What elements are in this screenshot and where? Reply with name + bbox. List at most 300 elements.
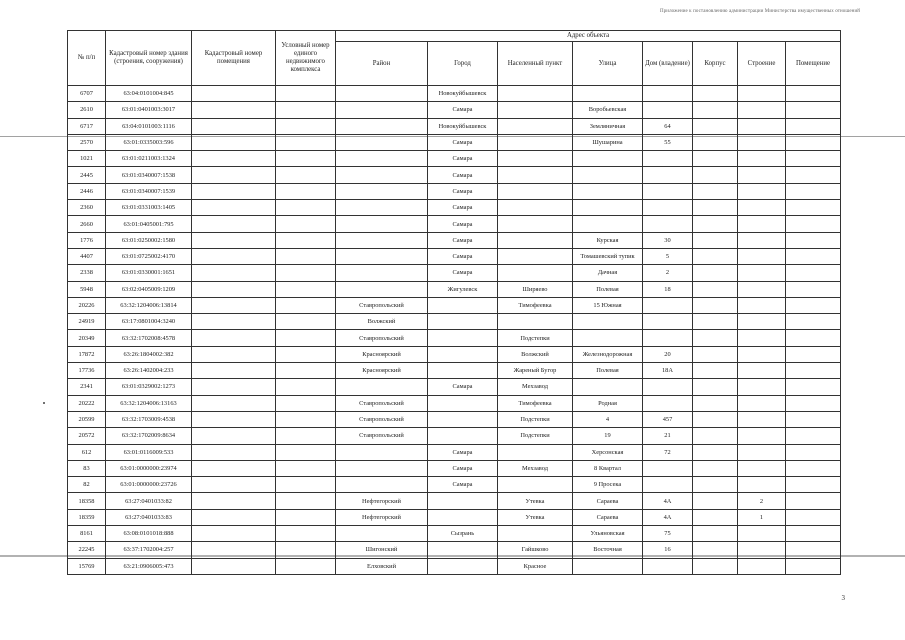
cell-room xyxy=(786,102,841,118)
cell-house xyxy=(643,297,693,313)
cell-korpus xyxy=(693,558,738,574)
cell-district xyxy=(336,200,428,216)
cell-settlement: Утевка xyxy=(498,493,573,509)
cell-district xyxy=(336,86,428,102)
cell-num: 15769 xyxy=(68,558,106,574)
header-street: Улица xyxy=(573,42,643,86)
cell-city: Жигулевск xyxy=(428,281,498,297)
cell-num: 18359 xyxy=(68,509,106,525)
cell-building xyxy=(738,395,786,411)
cell-building xyxy=(738,118,786,134)
cell-building xyxy=(738,460,786,476)
cell-settlement: Жареный Бугор xyxy=(498,363,573,379)
cell-cadastral: 63:01:0340007:1539 xyxy=(106,183,192,199)
table-row xyxy=(68,477,841,493)
cell-street xyxy=(573,330,643,346)
cell-room xyxy=(786,428,841,444)
cell-korpus xyxy=(693,86,738,102)
cell-building xyxy=(738,379,786,395)
cell-building xyxy=(738,151,786,167)
cell-conditional xyxy=(276,542,336,558)
table-row xyxy=(68,248,841,264)
cell-room xyxy=(786,183,841,199)
cell-room-cadastral xyxy=(192,411,276,427)
cell-num: 20572 xyxy=(68,428,106,444)
cell-room xyxy=(786,151,841,167)
cell-house: 55 xyxy=(643,134,693,150)
cell-street: Сараева xyxy=(573,509,643,525)
cell-num: 2446 xyxy=(68,183,106,199)
cell-cadastral: 63:08:0101018:888 xyxy=(106,526,192,542)
cell-city xyxy=(428,493,498,509)
cell-conditional xyxy=(276,118,336,134)
cell-settlement xyxy=(498,118,573,134)
cell-korpus xyxy=(693,526,738,542)
cell-room-cadastral xyxy=(192,314,276,330)
cell-building xyxy=(738,281,786,297)
cell-cadastral: 63:32:1204006:13814 xyxy=(106,297,192,313)
header-cadastral: Кадастровый номер здания (строения, сооружения) xyxy=(106,31,192,86)
header-city: Город xyxy=(428,42,498,86)
cell-room xyxy=(786,265,841,281)
cell-settlement: Волжский xyxy=(498,346,573,362)
table-row xyxy=(68,542,841,558)
table-row xyxy=(68,363,841,379)
cell-korpus xyxy=(693,183,738,199)
cell-street xyxy=(573,216,643,232)
cell-city xyxy=(428,297,498,313)
cell-room-cadastral xyxy=(192,265,276,281)
cell-district: Красноярский xyxy=(336,363,428,379)
cell-cadastral: 63:32:1204006:13163 xyxy=(106,395,192,411)
cell-room-cadastral xyxy=(192,232,276,248)
cell-house: 20 xyxy=(643,346,693,362)
cell-room xyxy=(786,460,841,476)
cell-house xyxy=(643,151,693,167)
cell-city xyxy=(428,346,498,362)
cell-room xyxy=(786,526,841,542)
cell-settlement: Подстепки xyxy=(498,428,573,444)
header-district: Район xyxy=(336,42,428,86)
cell-num: 6717 xyxy=(68,118,106,134)
cell-city: Сызрань xyxy=(428,526,498,542)
cell-district: Волжский xyxy=(336,314,428,330)
cell-district: Нефтегорский xyxy=(336,509,428,525)
table-row xyxy=(68,265,841,281)
cell-cadastral: 63:37:1702004:257 xyxy=(106,542,192,558)
cell-settlement: Утевка xyxy=(498,509,573,525)
table-row xyxy=(68,558,841,574)
table-row xyxy=(68,200,841,216)
cell-korpus xyxy=(693,314,738,330)
cell-settlement xyxy=(498,86,573,102)
cell-room xyxy=(786,314,841,330)
cell-street: 9 Просека xyxy=(573,477,643,493)
cell-cadastral: 63:26:1804002:382 xyxy=(106,346,192,362)
table-row xyxy=(68,428,841,444)
cell-korpus xyxy=(693,118,738,134)
cell-conditional xyxy=(276,411,336,427)
cell-house xyxy=(643,477,693,493)
cell-settlement xyxy=(498,134,573,150)
table-row xyxy=(68,281,841,297)
cell-settlement: Красное xyxy=(498,558,573,574)
cell-building xyxy=(738,86,786,102)
cell-settlement xyxy=(498,167,573,183)
cell-room xyxy=(786,363,841,379)
table-row xyxy=(68,330,841,346)
cell-room-cadastral xyxy=(192,183,276,199)
cell-conditional xyxy=(276,281,336,297)
cell-conditional xyxy=(276,265,336,281)
cell-room-cadastral xyxy=(192,200,276,216)
cell-building xyxy=(738,134,786,150)
cell-num: 24919 xyxy=(68,314,106,330)
cell-city: Самара xyxy=(428,460,498,476)
cell-num: 1021 xyxy=(68,151,106,167)
cell-settlement xyxy=(498,248,573,264)
cell-cadastral: 63:21:0906005:473 xyxy=(106,558,192,574)
cell-room-cadastral xyxy=(192,379,276,395)
cell-house: 30 xyxy=(643,232,693,248)
cell-house xyxy=(643,379,693,395)
cell-house xyxy=(643,200,693,216)
cell-room xyxy=(786,86,841,102)
cell-korpus xyxy=(693,297,738,313)
cell-room xyxy=(786,118,841,134)
cell-room xyxy=(786,134,841,150)
cell-room xyxy=(786,477,841,493)
cell-settlement: Подстепки xyxy=(498,330,573,346)
cell-room xyxy=(786,444,841,460)
cell-street: 8 Квартал xyxy=(573,460,643,476)
cell-korpus xyxy=(693,460,738,476)
cell-num: 2341 xyxy=(68,379,106,395)
cell-city xyxy=(428,428,498,444)
cell-settlement: Ширяево xyxy=(498,281,573,297)
cell-conditional xyxy=(276,248,336,264)
cell-room-cadastral xyxy=(192,216,276,232)
cell-district xyxy=(336,265,428,281)
register-body xyxy=(68,86,841,575)
cell-city: Самара xyxy=(428,167,498,183)
cell-conditional xyxy=(276,493,336,509)
cell-num: 2360 xyxy=(68,200,106,216)
scan-speck xyxy=(43,402,45,404)
cell-room-cadastral xyxy=(192,330,276,346)
cell-district: Ставропольский xyxy=(336,411,428,427)
table-row xyxy=(68,444,841,460)
cell-num: 20349 xyxy=(68,330,106,346)
header-address: Адрес объекта xyxy=(336,31,841,42)
cell-city: Самара xyxy=(428,183,498,199)
cell-korpus xyxy=(693,346,738,362)
cell-house xyxy=(643,167,693,183)
cell-room-cadastral xyxy=(192,118,276,134)
cell-district xyxy=(336,444,428,460)
cell-settlement: Мехзавод xyxy=(498,379,573,395)
cell-city xyxy=(428,558,498,574)
cell-room-cadastral xyxy=(192,297,276,313)
cell-room-cadastral xyxy=(192,346,276,362)
cell-house: 4А xyxy=(643,509,693,525)
cell-settlement xyxy=(498,183,573,199)
cell-city xyxy=(428,509,498,525)
cell-district: Ставропольский xyxy=(336,395,428,411)
cell-room-cadastral xyxy=(192,102,276,118)
cell-building xyxy=(738,216,786,232)
cell-street xyxy=(573,151,643,167)
cell-cadastral: 63:01:0335003:596 xyxy=(106,134,192,150)
cell-cadastral: 63:27:0401033:83 xyxy=(106,509,192,525)
cell-conditional xyxy=(276,428,336,444)
header-room: Помещение xyxy=(786,42,841,86)
table-row xyxy=(68,493,841,509)
table-row xyxy=(68,232,841,248)
table-row xyxy=(68,460,841,476)
cell-conditional xyxy=(276,183,336,199)
cell-street xyxy=(573,379,643,395)
cell-room xyxy=(786,297,841,313)
cell-cadastral: 63:01:0000000:23726 xyxy=(106,477,192,493)
cell-conditional xyxy=(276,526,336,542)
cell-building xyxy=(738,297,786,313)
page-number: 3 xyxy=(841,594,845,602)
cell-korpus xyxy=(693,493,738,509)
cell-num: 2445 xyxy=(68,167,106,183)
cell-house: 16 xyxy=(643,542,693,558)
cell-cadastral: 63:32:1702009:8634 xyxy=(106,428,192,444)
cell-city: Самара xyxy=(428,216,498,232)
cell-num: 18358 xyxy=(68,493,106,509)
cell-building xyxy=(738,542,786,558)
cell-street: Воробьевская xyxy=(573,102,643,118)
cell-settlement xyxy=(498,200,573,216)
cell-korpus xyxy=(693,248,738,264)
cell-building xyxy=(738,200,786,216)
cell-cadastral: 63:01:0330001:1651 xyxy=(106,265,192,281)
header-building: Строение xyxy=(738,42,786,86)
cell-district: Красноярский xyxy=(336,346,428,362)
cell-city: Самара xyxy=(428,477,498,493)
cell-district xyxy=(336,232,428,248)
cell-settlement xyxy=(498,526,573,542)
cell-korpus xyxy=(693,281,738,297)
cell-district xyxy=(336,151,428,167)
cell-settlement xyxy=(498,102,573,118)
cell-korpus xyxy=(693,134,738,150)
cell-street: Курская xyxy=(573,232,643,248)
cell-korpus xyxy=(693,151,738,167)
cell-district xyxy=(336,167,428,183)
cell-city xyxy=(428,411,498,427)
table-row xyxy=(68,167,841,183)
cell-house: 4А xyxy=(643,493,693,509)
cell-settlement: Гайшково xyxy=(498,542,573,558)
cell-conditional xyxy=(276,363,336,379)
cell-cadastral: 63:04:0101003:1116 xyxy=(106,118,192,134)
header-korpus: Корпус xyxy=(693,42,738,86)
cell-room xyxy=(786,346,841,362)
cell-conditional xyxy=(276,558,336,574)
cell-building xyxy=(738,558,786,574)
cell-conditional xyxy=(276,167,336,183)
cell-conditional xyxy=(276,379,336,395)
cell-district xyxy=(336,281,428,297)
cell-street: Ульяновская xyxy=(573,526,643,542)
cell-cadastral: 63:26:1402004:233 xyxy=(106,363,192,379)
cell-cadastral: 63:01:0401003:3017 xyxy=(106,102,192,118)
cell-conditional xyxy=(276,102,336,118)
cell-korpus xyxy=(693,542,738,558)
cell-cadastral: 63:01:0331003:1405 xyxy=(106,200,192,216)
cell-city xyxy=(428,542,498,558)
cell-street: Родная xyxy=(573,395,643,411)
cell-num: 22245 xyxy=(68,542,106,558)
cell-room xyxy=(786,232,841,248)
cell-house xyxy=(643,102,693,118)
header-house: Дом (владение) xyxy=(643,42,693,86)
cell-conditional xyxy=(276,151,336,167)
cell-building xyxy=(738,330,786,346)
cell-room-cadastral xyxy=(192,526,276,542)
cell-street: Земляничная xyxy=(573,118,643,134)
cell-building xyxy=(738,477,786,493)
cell-num: 2570 xyxy=(68,134,106,150)
cell-cadastral: 63:01:0329002:1273 xyxy=(106,379,192,395)
cell-city: Самара xyxy=(428,151,498,167)
cell-district xyxy=(336,183,428,199)
cell-room-cadastral xyxy=(192,151,276,167)
table-row xyxy=(68,151,841,167)
cell-room-cadastral xyxy=(192,167,276,183)
cell-street: 15 Южная xyxy=(573,297,643,313)
cell-building xyxy=(738,248,786,264)
cell-house xyxy=(643,558,693,574)
property-register-table xyxy=(67,30,841,575)
cell-korpus xyxy=(693,232,738,248)
cell-district xyxy=(336,134,428,150)
cell-conditional xyxy=(276,395,336,411)
cell-room-cadastral xyxy=(192,86,276,102)
cell-room xyxy=(786,216,841,232)
cell-korpus xyxy=(693,102,738,118)
cell-room-cadastral xyxy=(192,477,276,493)
cell-street: Херсонская xyxy=(573,444,643,460)
cell-cadastral: 63:01:0000000:23974 xyxy=(106,460,192,476)
cell-num: 17736 xyxy=(68,363,106,379)
cell-house xyxy=(643,314,693,330)
cell-city: Самара xyxy=(428,248,498,264)
cell-cadastral: 63:01:0340007:1538 xyxy=(106,167,192,183)
cell-room-cadastral xyxy=(192,493,276,509)
cell-korpus xyxy=(693,428,738,444)
cell-settlement xyxy=(498,477,573,493)
table-row xyxy=(68,118,841,134)
cell-cadastral: 63:02:0405009:1209 xyxy=(106,281,192,297)
cell-district xyxy=(336,526,428,542)
header-room-cadastral: Кадастровый номер помещения xyxy=(192,31,276,86)
cell-room-cadastral xyxy=(192,542,276,558)
cell-conditional xyxy=(276,314,336,330)
cell-cadastral: 63:01:0116009:533 xyxy=(106,444,192,460)
cell-korpus xyxy=(693,330,738,346)
cell-street: 19 xyxy=(573,428,643,444)
cell-street: Полевая xyxy=(573,363,643,379)
table-row xyxy=(68,379,841,395)
cell-num: 83 xyxy=(68,460,106,476)
cell-settlement xyxy=(498,151,573,167)
cell-korpus xyxy=(693,411,738,427)
cell-korpus xyxy=(693,200,738,216)
cell-cadastral: 63:32:1703009:4538 xyxy=(106,411,192,427)
cell-city: Самара xyxy=(428,379,498,395)
cell-conditional xyxy=(276,444,336,460)
cell-district xyxy=(336,102,428,118)
cell-room-cadastral xyxy=(192,509,276,525)
cell-building xyxy=(738,232,786,248)
cell-cadastral: 63:01:0725002:4170 xyxy=(106,248,192,264)
cell-street: Шушарина xyxy=(573,134,643,150)
cell-room-cadastral xyxy=(192,460,276,476)
table-row xyxy=(68,86,841,102)
cell-num: 20222 xyxy=(68,395,106,411)
table-row xyxy=(68,509,841,525)
cell-district xyxy=(336,379,428,395)
cell-city: Новокуйбышевск xyxy=(428,118,498,134)
cell-korpus xyxy=(693,265,738,281)
cell-street xyxy=(573,86,643,102)
cell-building xyxy=(738,183,786,199)
cell-street: Железнодорожная xyxy=(573,346,643,362)
cell-building xyxy=(738,428,786,444)
table-row xyxy=(68,395,841,411)
table-row xyxy=(68,411,841,427)
cell-city: Новокуйбышевск xyxy=(428,86,498,102)
cell-city: Самара xyxy=(428,265,498,281)
cell-korpus xyxy=(693,363,738,379)
cell-district xyxy=(336,118,428,134)
cell-room xyxy=(786,379,841,395)
cell-district xyxy=(336,477,428,493)
cell-house xyxy=(643,330,693,346)
cell-district: Ставропольский xyxy=(336,428,428,444)
cell-settlement: Тимофеевка xyxy=(498,395,573,411)
cell-room xyxy=(786,167,841,183)
cell-room-cadastral xyxy=(192,363,276,379)
cell-settlement: Мехзавод xyxy=(498,460,573,476)
cell-num: 5948 xyxy=(68,281,106,297)
cell-cadastral: 63:01:0250002:1580 xyxy=(106,232,192,248)
cell-settlement: Тимофеевка xyxy=(498,297,573,313)
cell-building: 2 xyxy=(738,493,786,509)
cell-cadastral: 63:01:0405001:795 xyxy=(106,216,192,232)
cell-room xyxy=(786,248,841,264)
cell-street xyxy=(573,314,643,330)
cell-district: Нефтегорский xyxy=(336,493,428,509)
cell-house: 21 xyxy=(643,428,693,444)
cell-house: 64 xyxy=(643,118,693,134)
cell-house xyxy=(643,183,693,199)
header-conditional: Условный номер единого недвижимого комплекса xyxy=(276,31,336,86)
table-row xyxy=(68,297,841,313)
cell-cadastral: 63:17:0801004:3240 xyxy=(106,314,192,330)
cell-korpus xyxy=(693,444,738,460)
cell-conditional xyxy=(276,477,336,493)
cell-building xyxy=(738,346,786,362)
cell-district: Ставропольский xyxy=(336,297,428,313)
table-row xyxy=(68,346,841,362)
